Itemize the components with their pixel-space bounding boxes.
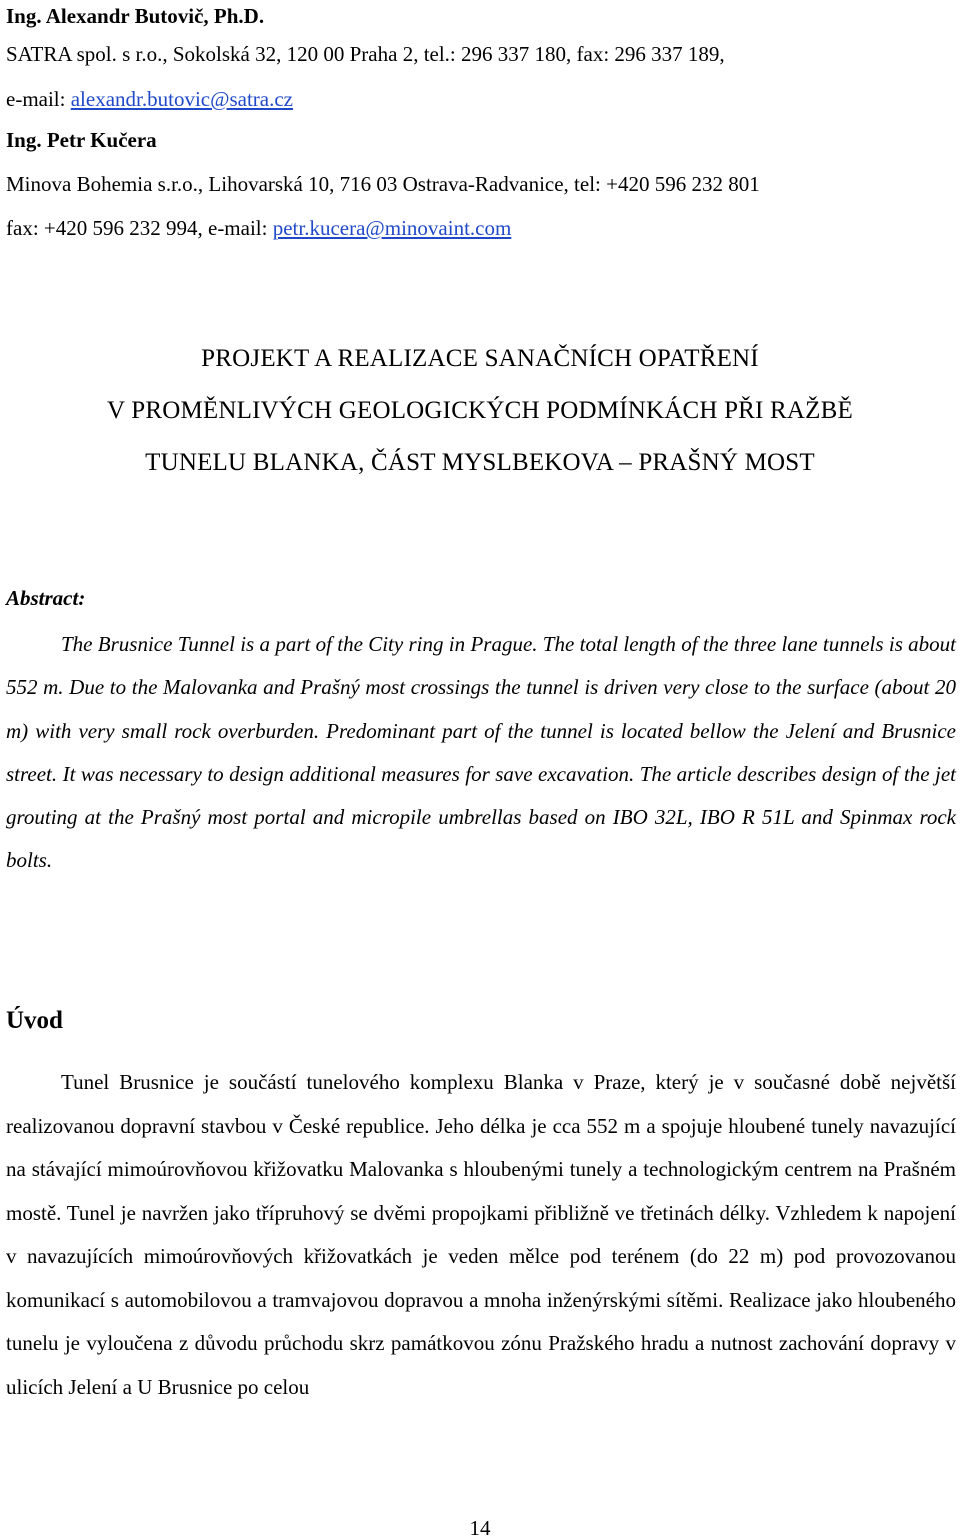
author2-fax-label: fax: +420 596 232 994, e-mail: [6,216,273,240]
paper-title-line-1: PROJEKT A REALIZACE SANAČNÍCH OPATŘENÍ [201,345,759,372]
paper-title-line-2: V PROMĚNLIVÝCH GEOLOGICKÝCH PODMÍNKÁCH PŘI RAŽBĚ [107,397,853,424]
author1-email-link[interactable]: alexandr.butovic@satra.cz [70,87,293,111]
author2-address: Minova Bohemia s.r.o., Lihovarská 10, 716 03 Ostrava-Radvanice, tel: +420 596 232 801 [6,172,760,196]
intro-paragraph: Tunel Brusnice je součástí tunelového komplexu Blanka v Praze, který je v současné době největší realizovanou dopravní stavbou v České republice. Jeho délka je cca 552 m a spojuje hloubené tunely navazující na stávající mimoúrovňovou křižovatku Malovanka s hloubenými tunely a technologickým centrem na Prašném mostě. Tunel je navržen jako třípruhový se dvěmi propojkami přibližně ve třetinách délky. Vzhledem k napojení v navazujících mimoúrovňových křižovatkách je veden mělce pod terénem (do 22 m) pod provozovanou komunikací s automobilovou a tramvajovou dopravou a mnoha inženýrskými sítěmi. Realizace jako hloubeného tunelu je vyloučena z důvodu průchodu skrz památkovou zónu Pražského hradu a nutnost zachování dopravy v ulicích Jelení a U Brusnice po celou [6,1070,956,1399]
page-number: 14 [469,1516,491,1540]
section-heading-uvod: Úvod [6,1007,63,1034]
abstract-label: Abstract: [6,586,86,610]
author2-email-link[interactable]: petr.kucera@minovaint.com [272,216,512,240]
author1-address: SATRA spol. s r.o., Sokolská 32, 120 00 Praha 2, tel.: 296 337 180, fax: 296 337 189, [6,42,725,66]
paper-title-line-3: TUNELU BLANKA, ČÁST MYSLBEKOVA – PRAŠNÝ MOST [145,449,815,476]
author1-name: Ing. Alexandr Butovič, Ph.D. [6,4,265,28]
abstract-text: The Brusnice Tunnel is a part of the City ring in Prague. The total length of the three lane tunnels is about 552 m. Due to the Malovanka and Prašný most crossings the tunnel is driven very close to the surface (about 20 m) with very small rock overburden. Predominant part of the tunnel is located bellow the Jelení and Brusnice street. It was necessary to design additional measures for save excavation. The article describes design of the jet grouting at the Prašný most portal and micropile umbrellas based on IBO 32L, IBO R 51L and Spinmax rock bolts. [6,632,956,873]
author1-email-label: e-mail: [6,87,71,111]
author2-name: Ing. Petr Kučera [6,128,157,152]
author1-contact [6,86,293,112]
author2-contact [6,215,511,241]
